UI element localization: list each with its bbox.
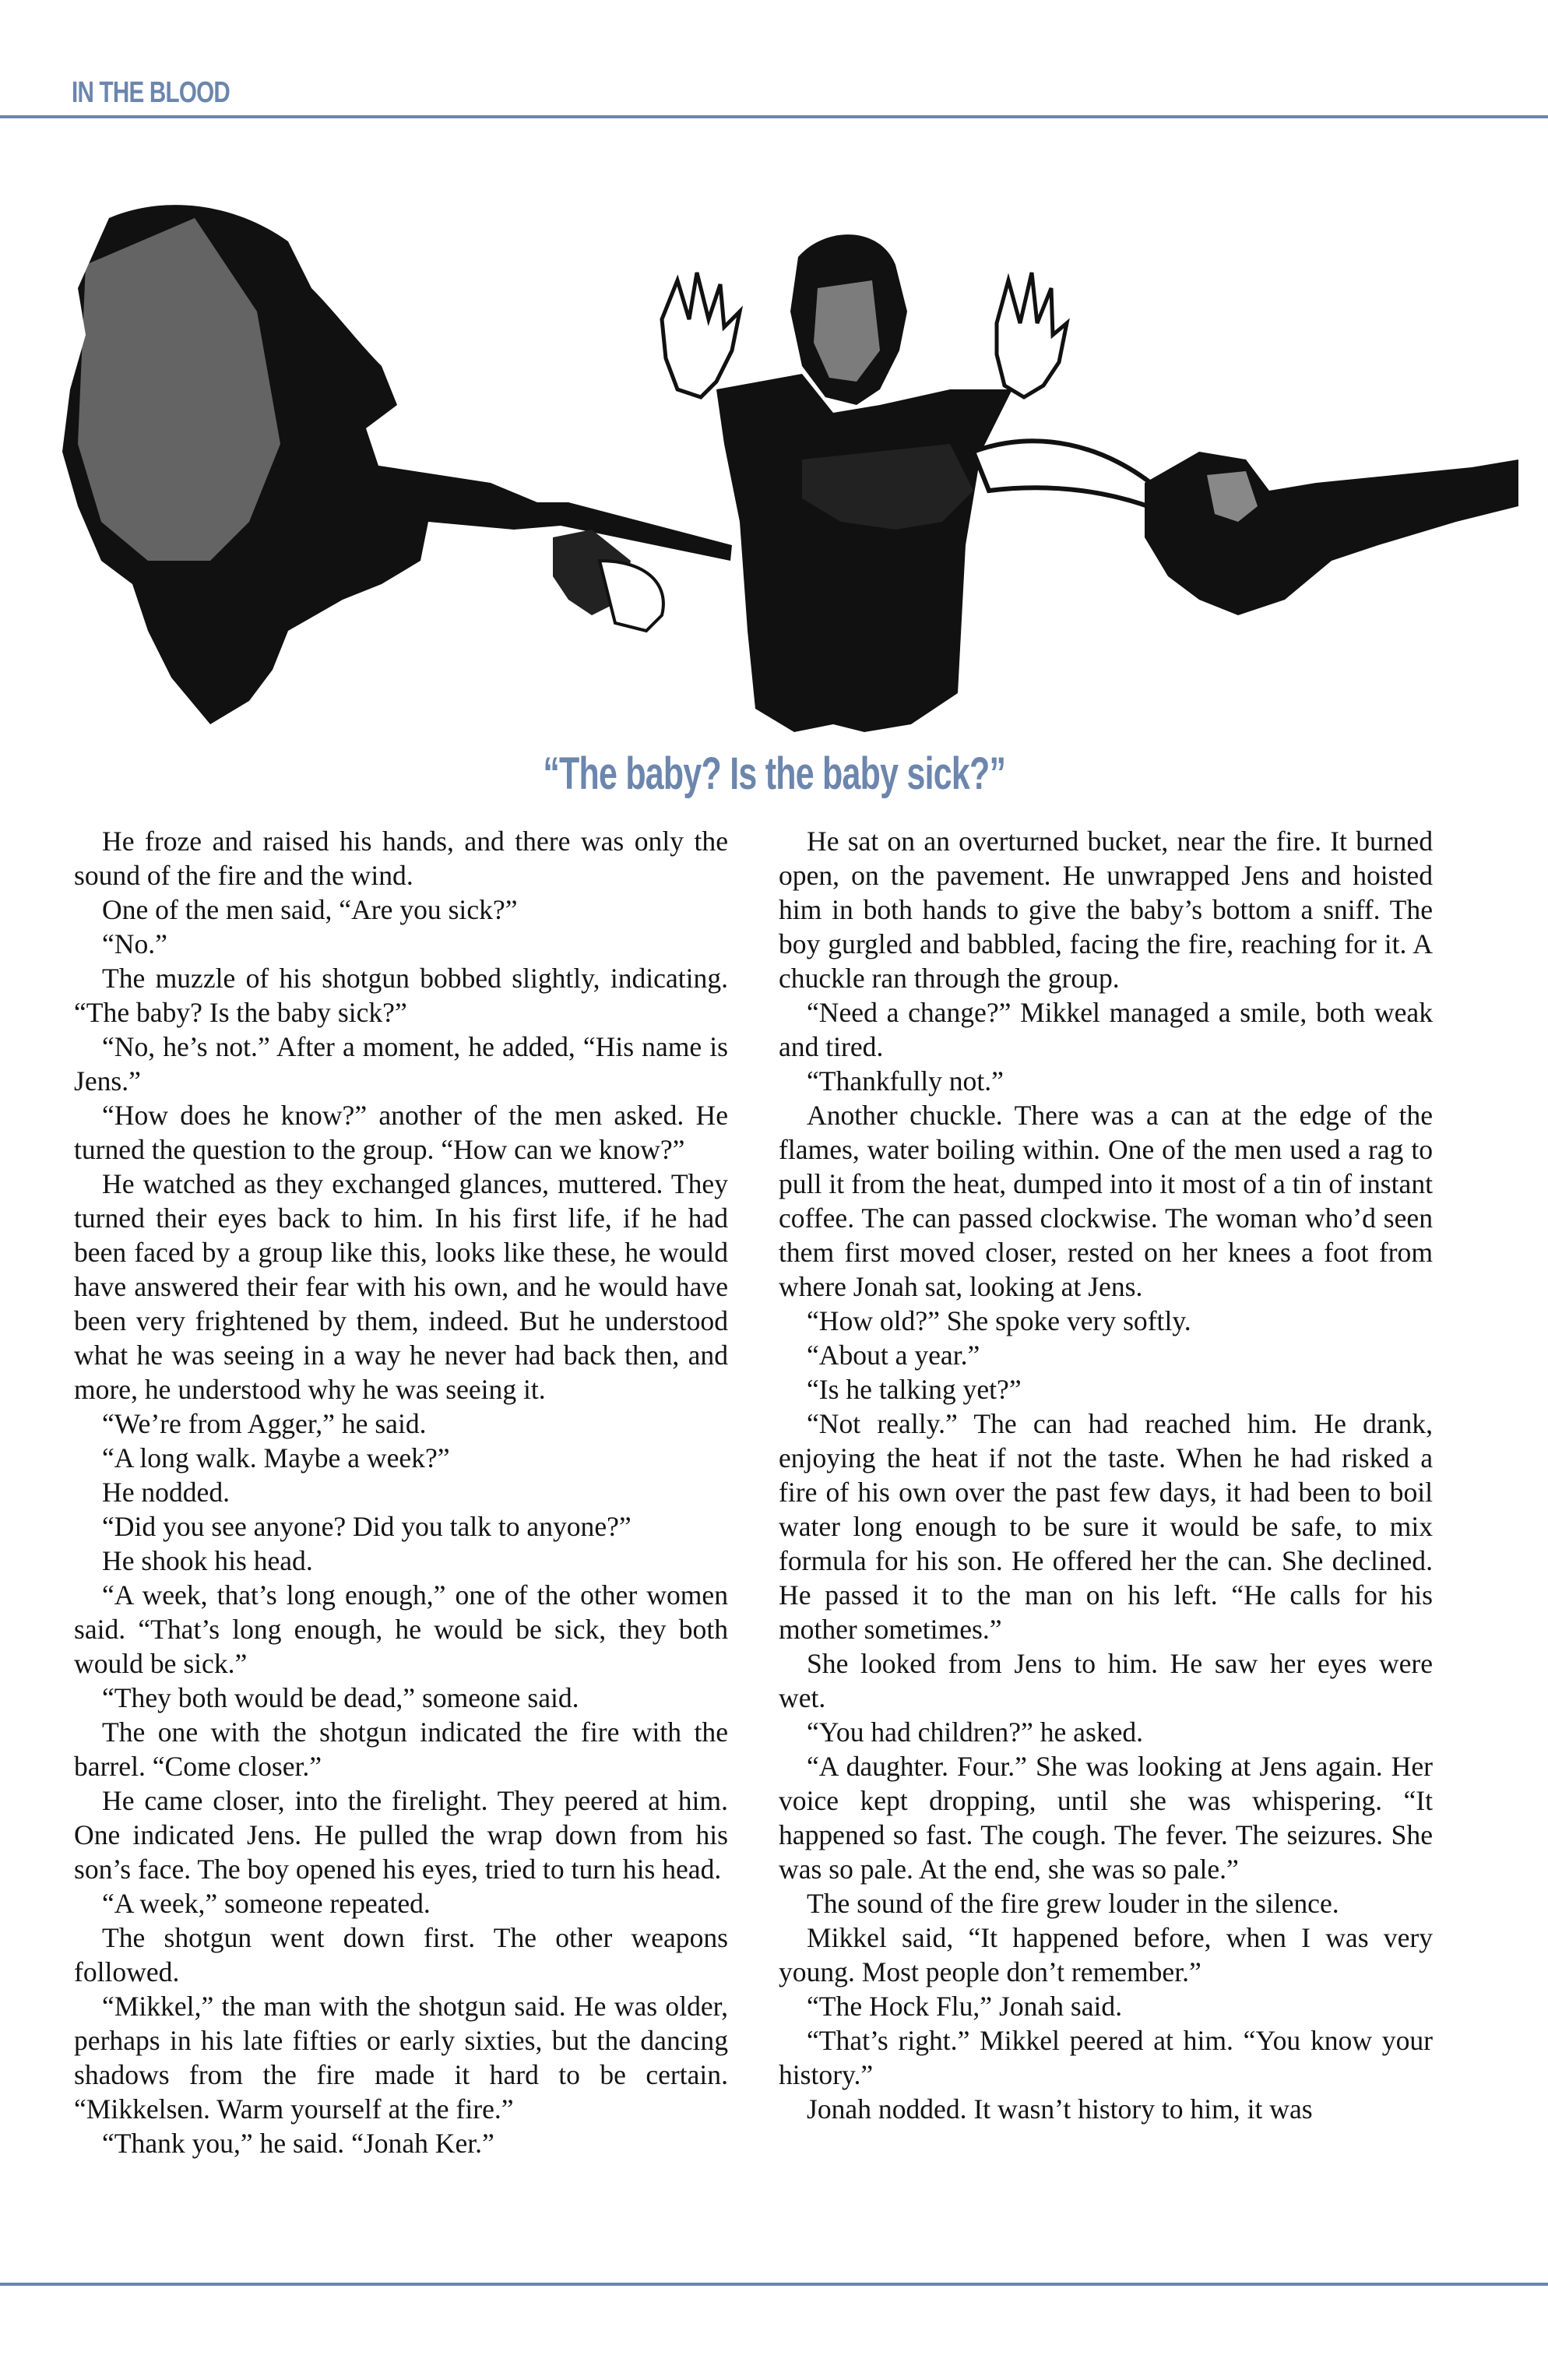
paragraph: Jonah nodded. It wasn’t history to him, it was bbox=[807, 2093, 1313, 2125]
paragraph: “Not really.” The can had reached him. He drank, enjoying the heat if not the taste. When he had risked a fire of his own over the past few days, it had been to boil water long enough to be sure it would be safe, to mix formula for his son. He offered her the can. She declined. He passed it to the man on his left. “He calls for his mother sometimes.” bbox=[779, 1408, 1433, 1645]
paragraph: “You had children?” he asked. bbox=[807, 1716, 1144, 1748]
paragraph: Another chuckle. There was a can at the edge of the flames, water boiling within. One of the men used a rag to pull it from the heat, dumped into it most of a tin of instant coffee. The can passed clockwise. The woman who’d seen them first moved closer, rested on her knees a foot from where Jonah sat, looking at Jens. bbox=[779, 1100, 1433, 1302]
paragraph: He nodded. bbox=[102, 1477, 230, 1508]
header-rule bbox=[0, 115, 1548, 118]
paragraph: He sat on an overturned bucket, near the fire. It burned open, on the pavement. He unwrapped Jens and hoisted him in both hands to give the baby’s bottom a sniff. The boy gurgled and babbled, facing the fire, reaching for it. A chuckle ran through the group. bbox=[779, 826, 1433, 994]
paragraph: “A long walk. Maybe a week?” bbox=[102, 1442, 450, 1473]
paragraph: “We’re from Agger,” he said. bbox=[102, 1408, 427, 1439]
paragraph: “Thank you,” he said. “Jonah Ker.” bbox=[102, 2128, 494, 2159]
paragraph: One of the men said, “Are you sick?” bbox=[102, 894, 518, 925]
paragraph: “Need a change?” Mikkel managed a smile, both weak and tired. bbox=[779, 997, 1433, 1062]
shotgun-figure bbox=[62, 205, 732, 724]
paragraph: “The Hock Flu,” Jonah said. bbox=[807, 1991, 1123, 2022]
paragraph: “A daughter. Four.” She was looking at Jens again. Her voice kept dropping, until she was whispering. “It happened so fast. The cough. The fever. The seizures. She was so pale. At the end, she was so pale.” bbox=[779, 1751, 1433, 1885]
left-column bbox=[74, 824, 728, 2160]
section-title: IN THE BLOOD bbox=[72, 76, 230, 109]
paragraph: The sound of the fire grew louder in the silence. bbox=[807, 1888, 1339, 1919]
paragraph: The muzzle of his shotgun bobbed slightly, indicating. “The baby? Is the baby sick?” bbox=[74, 963, 728, 1028]
knife-figure bbox=[1145, 452, 1518, 615]
paragraph: “About a year.” bbox=[807, 1340, 980, 1371]
center-figure bbox=[662, 234, 1176, 732]
paragraph: “Did you see anyone? Did you talk to anyone?” bbox=[102, 1511, 632, 1542]
paragraph: He watched as they exchanged glances, muttered. They turned their eyes back to him. In his first life, if he had been faced by a group like this, looks like these, he would have answered their fear with his own, and he would have been very frightened by them, indeed. But he understood what he was seeing in a way he never had back then, and more, he understood why he was seeing it. bbox=[74, 1168, 728, 1405]
pull-quote: “The baby? Is the baby sick?” bbox=[543, 748, 1005, 799]
paragraph: “No.” bbox=[102, 928, 167, 959]
paragraph: The one with the shotgun indicated the fire with the barrel. “Come closer.” bbox=[74, 1716, 728, 1782]
paragraph: “Mikkel,” the man with the shotgun said. He was older, perhaps in his late fifties or early sixties, but the dancing shadows from the fire made it hard to be certain. “Mikkelsen. Warm yourself at the fire.” bbox=[74, 1991, 728, 2125]
footer-rule bbox=[0, 2283, 1548, 2286]
right-column bbox=[779, 824, 1433, 2126]
paragraph: “A week,” someone repeated. bbox=[102, 1888, 431, 1919]
illustration-icon bbox=[55, 195, 1534, 755]
paragraph: “Thankfully not.” bbox=[807, 1065, 1004, 1097]
paragraph: He came closer, into the firelight. They peered at him. One indicated Jens. He pulled the wrap down from his son’s face. The boy opened his eyes, tried to turn his head. bbox=[74, 1785, 728, 1885]
paragraph: Mikkel said, “It happened before, when I was very young. Most people don’t remember.” bbox=[779, 1922, 1433, 1987]
paragraph: “A week, that’s long enough,” one of the other women said. “That’s long enough, he would be sick, they both would be sick.” bbox=[74, 1579, 728, 1679]
paragraph: She looked from Jens to him. He saw her eyes were wet. bbox=[779, 1648, 1433, 1713]
paragraph: “They both would be dead,” someone said. bbox=[102, 1682, 579, 1713]
paragraph: “How does he know?” another of the men asked. He turned the question to the group. “How can we know?” bbox=[74, 1100, 728, 1165]
paragraph: “How old?” She spoke very softly. bbox=[807, 1305, 1191, 1336]
illustration bbox=[55, 195, 1534, 755]
paragraph: “No, he’s not.” After a moment, he added, “His name is Jens.” bbox=[74, 1031, 728, 1097]
paragraph: He shook his head. bbox=[102, 1545, 313, 1576]
paragraph: “That’s right.” Mikkel peered at him. “You know your history.” bbox=[779, 2025, 1433, 2090]
paragraph: “Is he talking yet?” bbox=[807, 1374, 1022, 1405]
paragraph: The shotgun went down first. The other weapons followed. bbox=[74, 1922, 728, 1987]
paragraph: He froze and raised his hands, and there was only the sound of the fire and the wind. bbox=[74, 826, 728, 891]
